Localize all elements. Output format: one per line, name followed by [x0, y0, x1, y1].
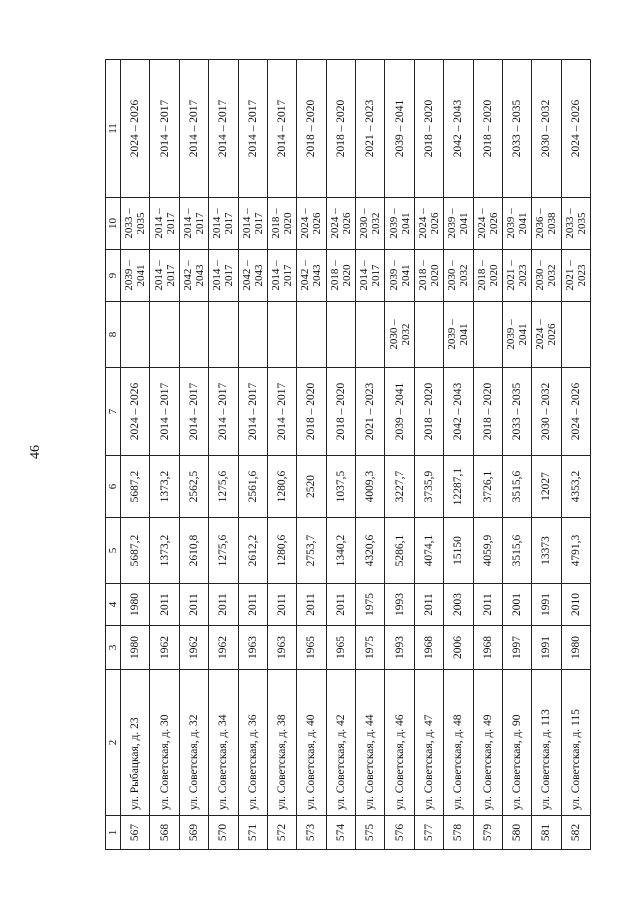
cell-c7: 2024 – 2026	[561, 368, 590, 456]
cell-n: 568	[150, 816, 179, 850]
cell-line: 2014 –	[240, 208, 253, 239]
cell-line: 2039 –	[387, 208, 400, 239]
cell-c9	[267, 250, 296, 302]
cell-c7: 2018 – 2020	[414, 368, 443, 456]
cell-c3: 1980	[121, 626, 150, 670]
cell-c4: 1975	[356, 584, 385, 626]
cell-c10	[150, 198, 179, 250]
cell-c11: 2014 – 2017	[267, 60, 296, 198]
cell-line: 2030 –	[387, 319, 400, 350]
cell-addr: ул. Советская, д. 32	[179, 670, 208, 816]
cell-line: 2042 –	[181, 260, 194, 291]
cell-line: 2035	[135, 212, 148, 235]
table-row	[297, 60, 326, 850]
cell-c6: 2561,6	[238, 456, 267, 518]
cell-addr: ул. Советская, д. 49	[473, 670, 502, 816]
cell-c5: 4074,1	[414, 518, 443, 584]
cell-c5: 1275,6	[209, 518, 238, 584]
cell-n: 572	[267, 816, 296, 850]
cell-line: 2039 –	[387, 260, 400, 291]
cell-c9	[238, 250, 267, 302]
cell-n: 570	[209, 816, 238, 850]
cell-c9	[532, 250, 561, 302]
cell-line: 2014 –	[358, 260, 371, 291]
cell-line: 2017	[193, 212, 206, 235]
cell-c8	[502, 302, 531, 368]
cell-c6: 12287,1	[444, 456, 473, 518]
cell-line: 2033 –	[123, 208, 136, 239]
cell-c10	[473, 198, 502, 250]
cell-line: 2017	[164, 212, 177, 235]
cell-c3: 1962	[209, 626, 238, 670]
cell-line: 2018 –	[270, 208, 283, 239]
cell-n: 580	[502, 816, 531, 850]
cell-line: 2021 –	[505, 260, 518, 291]
cell-c3: 1965	[297, 626, 326, 670]
cell-line: 2030 –	[534, 260, 547, 291]
cell-addr: ул. Советская, д. 34	[209, 670, 238, 816]
cell-line: 2032	[370, 212, 383, 235]
housing-repair-table	[105, 59, 591, 850]
table-row	[326, 60, 355, 850]
cell-n: 577	[414, 816, 443, 850]
cell-line: 2026	[487, 212, 500, 235]
cell-line: 2014 –	[181, 208, 194, 239]
cell-c9	[385, 250, 414, 302]
cell-line: 2018 –	[328, 260, 341, 291]
table-row	[179, 60, 208, 850]
cell-c11: 2030 – 2032	[532, 60, 561, 198]
cell-c8	[326, 302, 355, 368]
table-row	[502, 60, 531, 850]
cell-line: 2039 –	[446, 319, 459, 350]
cell-c4: 1991	[532, 584, 561, 626]
cell-line: 2018 –	[416, 260, 429, 291]
cell-c8	[209, 302, 238, 368]
cell-line: 2024 –	[299, 208, 312, 239]
cell-n: 581	[532, 816, 561, 850]
cell-line: 2017	[370, 264, 383, 287]
table-row	[238, 60, 267, 850]
cell-line: 2032	[546, 264, 559, 287]
cell-line: 2017	[282, 264, 295, 287]
cell-n: 574	[326, 816, 355, 850]
cell-c7: 2039 – 2041	[385, 368, 414, 456]
cell-c3: 2006	[444, 626, 473, 670]
cell-c11: 2014 – 2017	[150, 60, 179, 198]
header-row	[106, 60, 121, 850]
cell-line: 2032	[399, 323, 412, 346]
cell-c5: 4059,9	[473, 518, 502, 584]
cell-c11: 2018 – 2020	[297, 60, 326, 198]
cell-c4: 2011	[238, 584, 267, 626]
cell-c9	[326, 250, 355, 302]
cell-c5: 1373,2	[150, 518, 179, 584]
cell-c10	[209, 198, 238, 250]
cell-addr: ул. Советская, д. 40	[297, 670, 326, 816]
table-row	[121, 60, 150, 850]
cell-c5: 13373	[532, 518, 561, 584]
cell-line: 2042 –	[240, 260, 253, 291]
cell-c7: 2014 – 2017	[238, 368, 267, 456]
cell-c7: 2014 – 2017	[150, 368, 179, 456]
cell-line: 2043	[311, 264, 324, 287]
cell-line: 2014 –	[152, 260, 165, 291]
cell-c10	[326, 198, 355, 250]
cell-line: 2030 –	[446, 260, 459, 291]
cell-c4: 1980	[121, 584, 150, 626]
cell-line: 2043	[252, 264, 265, 287]
cell-line: 2020	[487, 264, 500, 287]
cell-c10	[414, 198, 443, 250]
cell-c8	[414, 302, 443, 368]
cell-c8	[385, 302, 414, 368]
cell-c7: 2021 – 2023	[356, 368, 385, 456]
cell-c7: 2014 – 2017	[179, 368, 208, 456]
cell-addr: ул. Советская, д. 38	[267, 670, 296, 816]
cell-addr: ул. Советская, д. 47	[414, 670, 443, 816]
cell-c5: 15150	[444, 518, 473, 584]
cell-line: 2041	[517, 323, 530, 346]
cell-c6: 2520	[297, 456, 326, 518]
cell-c10	[532, 198, 561, 250]
cell-c4: 1993	[385, 584, 414, 626]
cell-c4: 2011	[150, 584, 179, 626]
cell-line: 2023	[517, 264, 530, 287]
cell-c11: 2024 – 2026	[561, 60, 590, 198]
cell-c6: 5687,2	[121, 456, 150, 518]
cell-n: 567	[121, 816, 150, 850]
column-header-9: 9	[106, 250, 121, 302]
column-header-10: 10	[106, 198, 121, 250]
cell-c9	[356, 250, 385, 302]
cell-addr: ул. Советская, д. 44	[356, 670, 385, 816]
cell-c3: 1993	[385, 626, 414, 670]
cell-c8	[473, 302, 502, 368]
cell-c6: 12027	[532, 456, 561, 518]
cell-line: 2024 –	[416, 208, 429, 239]
cell-c6: 3515,6	[502, 456, 531, 518]
cell-line: 2014 –	[211, 208, 224, 239]
cell-line: 2039 –	[505, 208, 518, 239]
cell-line: 2026	[311, 212, 324, 235]
cell-addr: ул. Советская, д. 115	[561, 670, 590, 816]
column-header-6: 6	[106, 456, 121, 518]
cell-c7: 2014 – 2017	[209, 368, 238, 456]
column-header-3: 3	[106, 626, 121, 670]
cell-line: 2017	[164, 264, 177, 287]
cell-line: 2021 –	[563, 260, 576, 291]
cell-line: 2041	[399, 264, 412, 287]
cell-c10	[502, 198, 531, 250]
cell-line: 2026	[546, 323, 559, 346]
table-row	[532, 60, 561, 850]
cell-line: 2030 –	[358, 208, 371, 239]
cell-c9	[179, 250, 208, 302]
cell-c6: 1037,5	[326, 456, 355, 518]
cell-c4: 2011	[326, 584, 355, 626]
cell-c7: 2042 – 2043	[444, 368, 473, 456]
cell-c10	[385, 198, 414, 250]
cell-c4: 2011	[297, 584, 326, 626]
cell-c5: 4320,6	[356, 518, 385, 584]
cell-addr: ул. Советская, д. 46	[385, 670, 414, 816]
cell-n: 578	[444, 816, 473, 850]
cell-c3: 1980	[561, 626, 590, 670]
cell-c3: 1963	[267, 626, 296, 670]
cell-c3: 1991	[532, 626, 561, 670]
cell-line: 2017	[252, 212, 265, 235]
cell-c6: 4009,3	[356, 456, 385, 518]
cell-line: 2026	[340, 212, 353, 235]
cell-line: 2014 –	[270, 260, 283, 291]
table-row	[473, 60, 502, 850]
cell-c5: 4791,3	[561, 518, 590, 584]
cell-n: 576	[385, 816, 414, 850]
cell-c3: 1997	[502, 626, 531, 670]
cell-c4: 2010	[561, 584, 590, 626]
column-header-4: 4	[106, 584, 121, 626]
cell-c6: 1275,6	[209, 456, 238, 518]
table-row	[385, 60, 414, 850]
cell-c6: 1373,2	[150, 456, 179, 518]
cell-line: 2041	[458, 323, 471, 346]
cell-c8	[561, 302, 590, 368]
cell-n: 571	[238, 816, 267, 850]
cell-n: 582	[561, 816, 590, 850]
cell-c8	[444, 302, 473, 368]
cell-c7: 2014 – 2017	[267, 368, 296, 456]
cell-c8	[179, 302, 208, 368]
table-row	[150, 60, 179, 850]
cell-c9	[444, 250, 473, 302]
rotated-table-container	[105, 60, 591, 850]
cell-line: 2042 –	[299, 260, 312, 291]
cell-line: 2024 –	[475, 208, 488, 239]
cell-c9	[473, 250, 502, 302]
cell-c6: 3735,9	[414, 456, 443, 518]
cell-line: 2033 –	[563, 208, 576, 239]
cell-c11: 2018 – 2020	[473, 60, 502, 198]
cell-c8	[267, 302, 296, 368]
column-header-5: 5	[106, 518, 121, 584]
cell-c6: 1280,6	[267, 456, 296, 518]
cell-c3: 1962	[150, 626, 179, 670]
cell-n: 573	[297, 816, 326, 850]
cell-c11: 2014 – 2017	[179, 60, 208, 198]
cell-c4: 2011	[209, 584, 238, 626]
cell-c6: 3726,1	[473, 456, 502, 518]
cell-c5: 5687,2	[121, 518, 150, 584]
cell-c4: 2001	[502, 584, 531, 626]
cell-line: 2017	[223, 264, 236, 287]
cell-c7: 2033 – 2035	[502, 368, 531, 456]
cell-c11: 2014 – 2017	[209, 60, 238, 198]
cell-line: 2026	[428, 212, 441, 235]
cell-addr: ул. Советская, д. 48	[444, 670, 473, 816]
cell-c5: 3515,6	[502, 518, 531, 584]
page-number: 46	[28, 445, 43, 459]
cell-line: 2032	[458, 264, 471, 287]
cell-line: 2038	[546, 212, 559, 235]
cell-c8	[121, 302, 150, 368]
cell-c11: 2018 – 2020	[414, 60, 443, 198]
cell-addr: ул. Советская, д. 36	[238, 670, 267, 816]
cell-c5: 2612,2	[238, 518, 267, 584]
cell-n: 579	[473, 816, 502, 850]
cell-c9	[414, 250, 443, 302]
cell-line: 2039 –	[446, 208, 459, 239]
cell-c11: 2039 – 2041	[385, 60, 414, 198]
cell-c5: 2753,7	[297, 518, 326, 584]
column-header-1: 1	[106, 816, 121, 850]
cell-c7: 2018 – 2020	[326, 368, 355, 456]
cell-line: 2039 –	[505, 319, 518, 350]
cell-c10	[356, 198, 385, 250]
cell-c4: 2011	[414, 584, 443, 626]
column-header-2: 2	[106, 670, 121, 816]
cell-c4: 2011	[179, 584, 208, 626]
cell-c5: 1340,2	[326, 518, 355, 584]
cell-c6: 2562,5	[179, 456, 208, 518]
cell-line: 2024 –	[534, 319, 547, 350]
cell-c10	[267, 198, 296, 250]
cell-line: 2020	[282, 212, 295, 235]
cell-line: 2041	[135, 264, 148, 287]
cell-c11: 2033 – 2035	[502, 60, 531, 198]
column-header-11: 11	[106, 60, 121, 198]
cell-line: 2039 –	[123, 260, 136, 291]
cell-c11: 2018 – 2020	[326, 60, 355, 198]
table-row	[414, 60, 443, 850]
cell-line: 2014 –	[152, 208, 165, 239]
cell-n: 575	[356, 816, 385, 850]
cell-line: 2043	[193, 264, 206, 287]
cell-n: 569	[179, 816, 208, 850]
cell-c5: 2610,8	[179, 518, 208, 584]
cell-c9	[209, 250, 238, 302]
cell-addr: ул. Советская, д. 30	[150, 670, 179, 816]
cell-c7: 2024 – 2026	[121, 368, 150, 456]
cell-c8	[150, 302, 179, 368]
cell-c3: 1962	[179, 626, 208, 670]
cell-c9	[502, 250, 531, 302]
cell-c9	[150, 250, 179, 302]
table-row	[209, 60, 238, 850]
cell-line: 2020	[340, 264, 353, 287]
cell-c10	[179, 198, 208, 250]
cell-c8	[238, 302, 267, 368]
cell-line: 2041	[458, 212, 471, 235]
table-row	[267, 60, 296, 850]
cell-c10	[444, 198, 473, 250]
cell-addr: ул. Советская, д. 42	[326, 670, 355, 816]
cell-c7: 2018 – 2020	[297, 368, 326, 456]
cell-c8	[297, 302, 326, 368]
cell-line: 2017	[223, 212, 236, 235]
cell-c9	[121, 250, 150, 302]
cell-addr: ул. Советская, д. 113	[532, 670, 561, 816]
cell-line: 2036 –	[534, 208, 547, 239]
cell-line: 2020	[428, 264, 441, 287]
cell-c3: 1975	[356, 626, 385, 670]
cell-c11: 2014 – 2017	[238, 60, 267, 198]
cell-c9	[561, 250, 590, 302]
cell-c10	[121, 198, 150, 250]
cell-c11: 2024 – 2026	[121, 60, 150, 198]
cell-addr: ул. Советская, д. 90	[502, 670, 531, 816]
cell-addr: ул. Рыбацкая, д. 23	[121, 670, 150, 816]
table-row	[444, 60, 473, 850]
cell-c7: 2030 – 2032	[532, 368, 561, 456]
cell-c10	[297, 198, 326, 250]
cell-line: 2041	[517, 212, 530, 235]
column-header-8: 8	[106, 302, 121, 368]
cell-c5: 5286,1	[385, 518, 414, 584]
cell-c4: 2011	[473, 584, 502, 626]
cell-c4: 2011	[267, 584, 296, 626]
cell-line: 2023	[575, 264, 588, 287]
cell-line: 2018 –	[475, 260, 488, 291]
cell-c9	[297, 250, 326, 302]
cell-c7: 2018 – 2020	[473, 368, 502, 456]
cell-c5: 1280,6	[267, 518, 296, 584]
cell-line: 2024 –	[328, 208, 341, 239]
table-row	[356, 60, 385, 850]
cell-c10	[561, 198, 590, 250]
cell-c3: 1965	[326, 626, 355, 670]
cell-c10	[238, 198, 267, 250]
cell-c4: 2003	[444, 584, 473, 626]
cell-c6: 4353,2	[561, 456, 590, 518]
cell-c8	[532, 302, 561, 368]
cell-c11: 2021 – 2023	[356, 60, 385, 198]
table-row	[561, 60, 590, 850]
cell-c3: 1968	[473, 626, 502, 670]
table-body	[121, 60, 591, 850]
cell-c3: 1963	[238, 626, 267, 670]
column-header-7: 7	[106, 368, 121, 456]
cell-c8	[356, 302, 385, 368]
cell-c3: 1968	[414, 626, 443, 670]
cell-line: 2041	[399, 212, 412, 235]
cell-c6: 3227,7	[385, 456, 414, 518]
cell-line: 2035	[575, 212, 588, 235]
cell-line: 2014 –	[211, 260, 224, 291]
cell-c11: 2042 – 2043	[444, 60, 473, 198]
